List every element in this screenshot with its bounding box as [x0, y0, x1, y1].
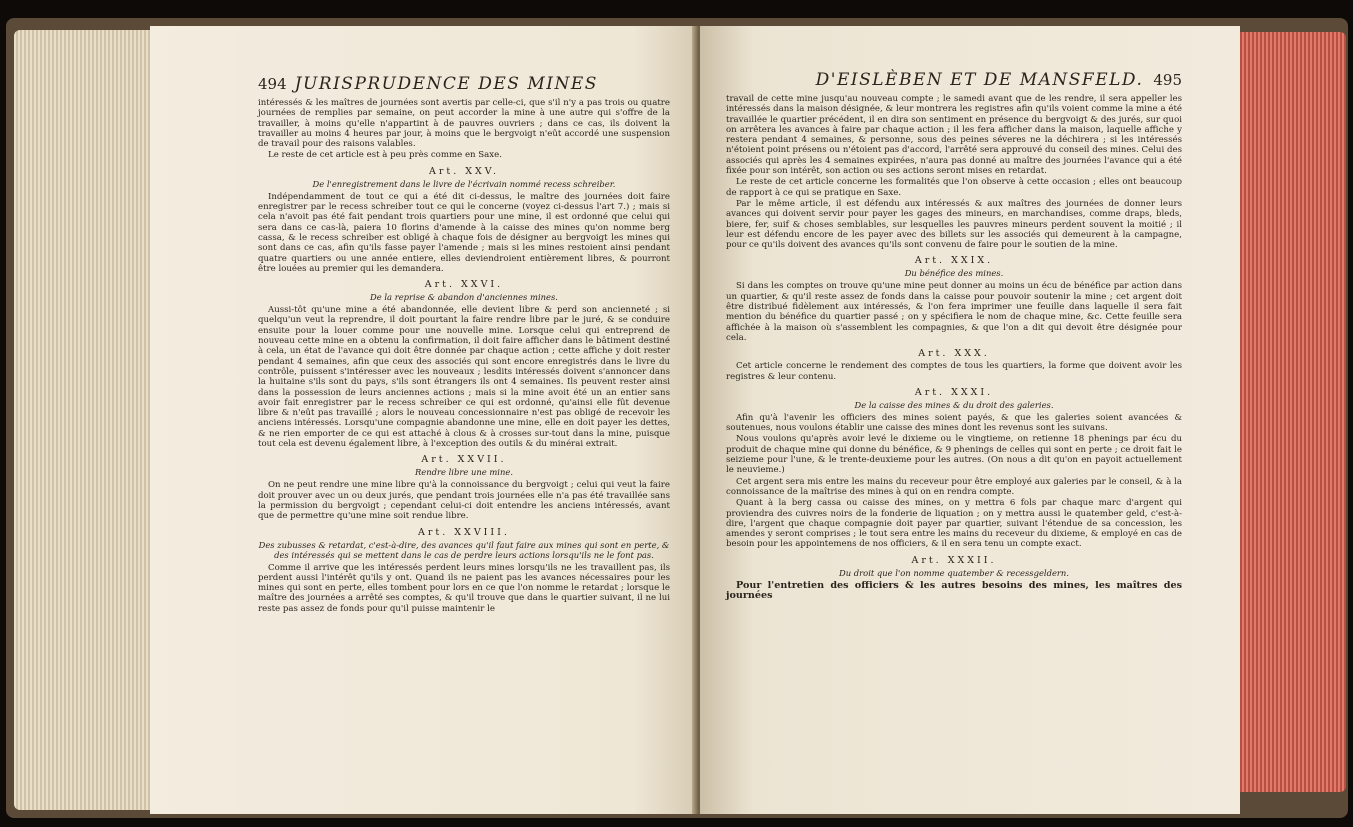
left-page	[150, 26, 698, 814]
running-head	[726, 70, 1182, 90]
article-heading: Art. XXX.	[918, 348, 990, 360]
page-body	[258, 98, 670, 614]
paragraph: Indépendamment de tout ce qui a été dit ci-dessus, le maître des journées doit faire enregistrer par le recess schreiber tout ce qui le concerne (voyez ci-dessus l'art 7.) ; mais si cela n'avoit pas été fait pendant trois quartiers pour une mine, il est ordonné que celui qui sera dans ce cas-là, paiera 10 florins d'amende à la caisse des mines qu'on nomme berg cassa, & le recess schreiber est obligé à chaque fois de désigner au bergvoigt les mines qui sont dans ce cas, afin qu'ils fasse payer l'amende ; mais si les mines restoient ainsi pendant quatre quartiers ou une année entiere, elles deviendroient entièrement libres, & pourront être louées au premier qui les demandera.	[258, 191, 670, 274]
article-subtitle: De la reprise & abandon d'anciennes mines.	[370, 292, 558, 303]
paragraph: Le reste de cet article est à peu près comme en Saxe.	[268, 150, 502, 161]
paragraph: Cet argent sera mis entre les mains du receveur pour être employé aux galeries par le conseil, & à la connoissance de la maîtrise des mines à qui on en rendra compte.	[726, 476, 1182, 497]
article-subtitle: Rendre libre une mine.	[414, 467, 514, 478]
paragraph: Cet article concerne le rendement des comptes de tous les quartiers, la forme que doivent avoir les registres & leur contenu.	[726, 361, 1182, 382]
article-heading: Art. XXVI.	[424, 279, 504, 291]
left-page-edges	[14, 30, 154, 810]
article-subtitle: Du droit que l'on nomme quatember & recessgeldern.	[839, 567, 1069, 578]
paragraph: Le reste de cet article concerne les formalités que l'on observe à cette occasion ; elles ont beaucoup de rapport à ce qui se pratique en Saxe.	[726, 177, 1182, 198]
paragraph: Aussi-tôt qu'une mine a été abandonnée, elle devient libre & perd son ancienneté ; si quelqu'un veut la reprendre, il doit pourtant la faire rendre libre par le juré, & se conduire ensuite pour la louer comme pour une nouvelle mine. Lorsque celui qui entreprend de nouveau cette mine en a obtenu la confirmation, il doit faire afficher dans le bâtiment destiné à cela, un état de l'avance qui doit être donnée par chaque action ; cette affiche y doit rester pendant 4 semaines, afin que ceux des associés qui sont encore enregistrés dans le livre du contrôle, puissent s'intéresser avec les nouveaux ; lesdits intéressés doivent s'annoncer dans la huitaine s'ils sont du pays, s'ils sont étrangers ils ont 4 semaines. Ils peuvent rester ainsi dans la possession de leurs anciennes actions ; mais si la mine avoit été un an entier sans avoir fait enregistrer par le recess schreiber ce qui est ordonné, qu'ainsi elle fût devenue libre & n'eût pas travaillé ; alors le nouveau concessionnaire n'est pas obligé de recevoir les anciens intéressés. Lorsqu'une compagnie abandonne une mine, elle en doit payer les dettes, & ne rien emporter de ce qui est attaché à clous & à crosses sur-tout dans la mine, puisque tout cela est devenu également libre, à l'exception des outils & du minérai extrait.	[258, 305, 670, 450]
article-subtitle: De la caisse des mines & du droit des galeries.	[854, 399, 1054, 410]
article-heading: Art. XXV.	[428, 165, 499, 177]
paragraph: Comme il arrive que les intéressés perdent leurs mines lorsqu'ils ne les travaillent pas, ils perdent aussi l'intérêt qu'ils y ont. Quand ils ne paient pas les avances nécessaires pour les mines qui sont en perte, elles tombent pour lors en ce que l'on nomme le retardat ; lorsque le maître des journées a arrêté ses comptes, & qu'il trouve que dans le quartier suivant, il ne lui reste pas assez de fonds pour qu'il puisse maintenir le	[258, 562, 670, 614]
article-heading: Art. XXIX.	[914, 255, 994, 267]
paragraph: On ne peut rendre une mine libre qu'à la connoissance du bergvoigt ; celui qui veut la faire doit prouver avec un ou deux jurés, que pendant trois journées elle n'a pas été travaillée sans la permission du bergvoigt ; cependant celui-ci doit entendre les anciens intéressés, avant que de permettre qu'une mine soit rendue libre.	[258, 480, 670, 522]
page-body	[726, 94, 1182, 601]
paragraph: Quant à la berg cassa ou caisse des mines, on y mettra 6 fols par chaque marc d'argent qui proviendra des cuivres noirs de la fonderie de liquation ; on y mettra aussi le quatember geld, c'est-à-dire, l'argent que chaque compagnie doit payer par quartier, suivant l'étendue de sa concession, les amendes y seront comprises ; le tout sera entre les mains du receveur du dixieme, & employé en cas de besoin pour les appointemens de nos officiers, & il en sera tenu un compte exact.	[726, 498, 1182, 550]
paragraph: Par le même article, il est défendu aux intéressés & aux maîtres des journées de donner leurs avances qui doivent servir pour payer les gages des mineurs, en marchandises, comme draps, bleds, biere, fer, suif & choses semblables, sur lesquelles les pauvres mineurs perdent souvent la moitié ; il leur est défendu encore de les payer avec des billets sur les associés qui demeurent à la campagne, pour ce qu'ils doivent des avances qu'ils sont convenu de faire pour le soutien de la mine.	[726, 198, 1182, 251]
paragraph: Afin qu'à l'avenir les officiers des mines soient payés, & que les galeries soient avancées & soutenues, nous voulons établir une caisse des mines dont les revenus sont les suivans.	[726, 412, 1182, 434]
running-title: D'EISLÈBEN ET DE MANSFELD.	[815, 70, 1144, 90]
page-number: 494	[258, 75, 287, 93]
article-heading: Art. XXXI.	[914, 386, 994, 398]
paragraph: Nous voulons qu'après avoir levé le dixieme ou le vingtieme, on retienne 18 phenings par écu du produit de chaque mine qui donne du bénéfice, & 9 phenings de celles qui sont en perte ; ce droit fait le seizieme pour l'une, & le trente-deuxieme pour les autres. (On nous a dit qu'on en payoit actuellement le neuvieme.)	[726, 434, 1182, 476]
article-subtitle: Du bénéfice des mines.	[904, 268, 1004, 279]
article-heading: Art. XXVII.	[421, 454, 507, 466]
right-page	[700, 26, 1240, 814]
paragraph: Si dans les comptes on trouve qu'une mine peut donner au moins un écu de bénéfice par action dans un quartier, & qu'il reste assez de fonds dans la caisse pour pouvoir soutenir la mine ; cet argent doit être distribué fidèlement aux intéressés, & l'on fera imprimer une feuille dans laquelle il sera fait mention du bénéfice du quartier passé ; on y spécifiera le nom de chaque mine, &c. Cette feuille sera affichée à la maison où s'assemblent les compagnies, & que l'on a dit qui devoit être désignée pour cela.	[726, 281, 1182, 343]
running-title: JURISPRUDENCE DES MINES	[294, 74, 598, 94]
right-page-edges	[1238, 32, 1346, 792]
article-heading: Art. XXVIII.	[418, 526, 510, 538]
running-head	[258, 74, 670, 94]
article-heading: Art. XXXII.	[911, 554, 997, 566]
article-subtitle: De l'enregistrement dans le livre de l'écrivain nommé recess schreiber.	[312, 178, 616, 189]
paragraph: travail de cette mine jusqu'au nouveau compte ; le samedi avant que de les rendre, il sera appeller les intéressés dans la maison désignée, & leur montrera les registres afin qu'ils voient comme la mine a été travaillée le quartier précédent, il en dira son sentiment en présence du bergvoigt & des jurés, sur quoi on arrêtera les avances à faire par chaque action ; il les fera afficher dans la maison, laquelle affiche y restera pendant 4 semaines, & personne, sous des peines séveres ne la déchirera ; si les intéressés n'étoient point présens ou n'étoient pas d'accord, l'arrêté sera approuvé du conseil des mines. Celui des associés qui après les 4 semaines expirées, n'aura pas donné au maître des journées l'avance qui a été fixée pour son intérêt, son action ou ses actions seront mises en retardat.	[726, 94, 1182, 177]
article-subtitle: Des zubusses & retardat, c'est-à-dire, des avances qu'il faut faire aux mines qui sont en perte, & des intéressés qui se mettent dans le cas de perdre leurs actions lorsqu'ils ne le font pas.	[258, 539, 670, 560]
page-number: 495	[1153, 71, 1182, 89]
paragraph: Pour l'entretien des officiers & les autres besoins des mines, les maîtres des journées	[726, 579, 1182, 601]
paragraph: intéressés & les maîtres de journées sont avertis par celle-ci, que s'il n'y a pas trois ou quatre journées de remplies par semaine, on peut accorder la mine à une autre qui s'offre de la travailler, à moins qu'elle n'appartint à de pauvres ouvriers ; dans ce cas, ils doivent la travailler au moins 4 heures par jour, à moins que le bergvoigt n'eût accordé une suspension de travail pour des raisons valables.	[258, 98, 670, 150]
